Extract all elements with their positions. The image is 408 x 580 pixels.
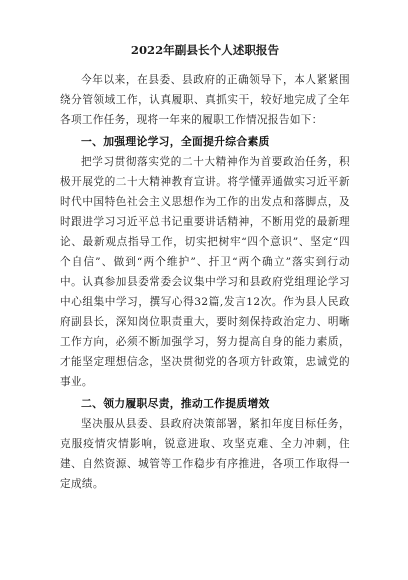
intro-paragraph: 今年以来，在县委、县政府的正确领导下，本人紧紧围绕分管领域工作，认真履职、真抓实干，较好地完成了全年各项工作任务，现将一年来的履职工作情况报告如下：	[60, 74, 350, 126]
section-heading-1: 一、加强理论学习，全面提升综合素质	[81, 135, 270, 148]
section-2-paragraph: 坚决服从县委、县政府决策部署，紧扣年度目标任务，克服疫情灾情影响，锐意进取、攻坚克难、全力冲刺，住建、自然资源、城管等工作稳步有序推进，各项工作取得一定成绩。	[60, 418, 350, 490]
section-1-paragraph: 把学习贯彻落实党的二十大精神作为首要政治任务，积极开展党的二十大精神教育宣讲。将学懂弄通做实习近平新时代中国特色社会主义思想作为工作的出发点和落脚点，及时跟进学习习近平总书记重要讲话精神，不断用党的最新理论、最新观点指导工作，切实把树牢“四个意识”、坚定“四个自信”、做到“两个维护”、扞卫“两个确立”落实到行动中。认真参加县委常委会议集中学习和县政府党组理论学习中心组集中学习，撰写心得32篇,发言12次。作为县人民政府副县长，深知岗位职责重大，要时刻保持政治定力、明晰工作方向，必须不断加强学习，努力提高自身的能力素质，才能坚定理想信念，坚决贯彻党的各项方针政策，忠诚党的事业。	[60, 156, 350, 388]
section-heading-2: 二、领力履职尽责，推动工作提质增效	[81, 397, 270, 410]
report-page	[60, 42, 350, 494]
document-title: 2022年副县长个人述职报告	[130, 43, 280, 57]
